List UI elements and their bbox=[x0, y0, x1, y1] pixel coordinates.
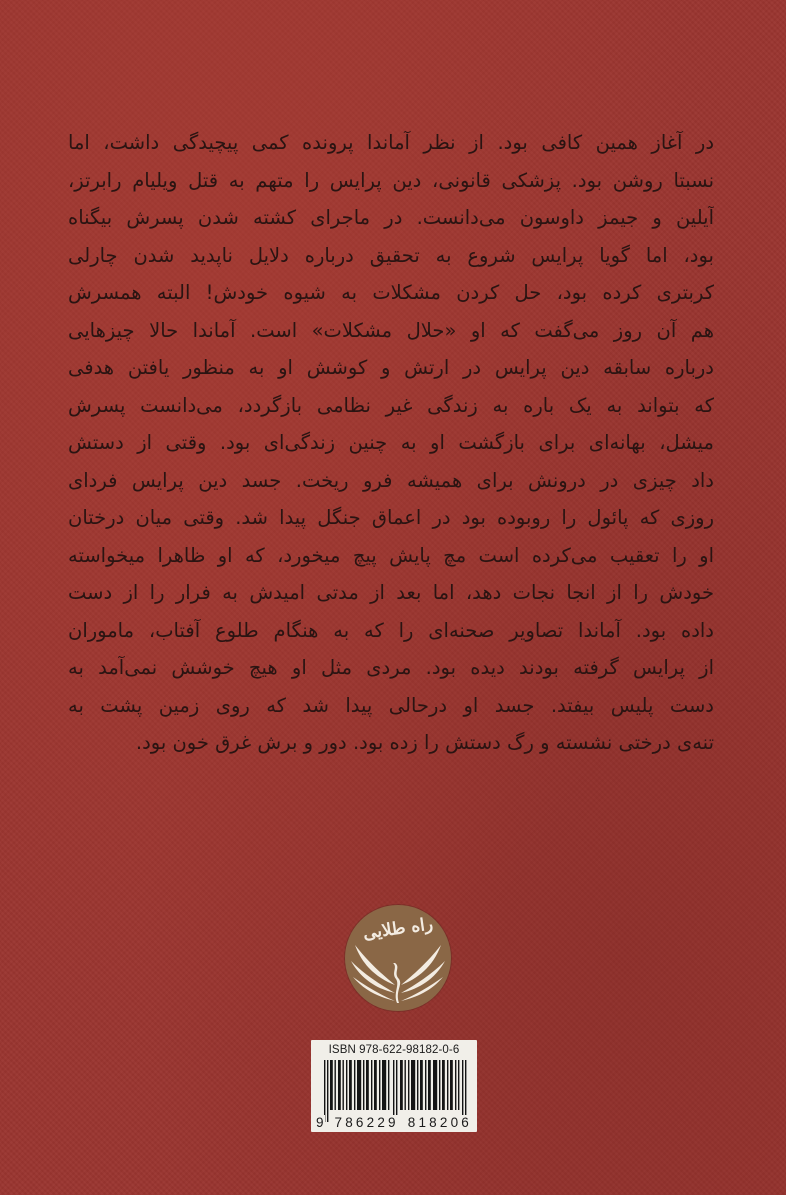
blurb-line: که بتواند به یک باره به زندگی غیر نظامی بازگردد، می‌دانست پسرش bbox=[68, 393, 714, 417]
blurb-line: نسبتا روشن بود. پزشکی قانونی، دین پرایس را متهم به قتل ویلیام رابرتز، bbox=[68, 168, 714, 192]
isbn-digit-prefix: 9 bbox=[316, 1115, 324, 1130]
isbn-digit-group-1: 786229 bbox=[334, 1115, 399, 1130]
blurb-line: در آغاز همین کافی بود. از نظر آماندا پرونده کمی پیچیدگی داشت، اما bbox=[68, 131, 714, 154]
blurb-line: خودش را از انجا نجات دهد، اما بعد از مدتی امیدش به فرار را از دست bbox=[68, 581, 714, 604]
blurb-line: بود، اما گویا پرایس شروع به تحقیق درباره دلایل ناپدید شدن چارلی bbox=[68, 243, 714, 267]
blurb-line: داد چیزی در درونش برای همیشه فرو ریخت. جسد دین پرایس فردای bbox=[68, 468, 714, 492]
barcode-bars-icon bbox=[324, 1060, 467, 1122]
blurb-line: دست پلیس بیفتد. جسد او درحالی پیدا شد که روی زمین پشت به bbox=[68, 693, 714, 717]
blurb-line: آیلین و جیمز داوسون می‌دانست. در ماجرای کشته شدن پسرش بیگناه bbox=[68, 206, 714, 229]
blurb-line: میشل، بهانه‌ای برای بازگشت او به چنین زندگی‌ای بود. وقتی از دستش bbox=[68, 431, 714, 454]
isbn-digit-group-2: 818206 bbox=[407, 1115, 472, 1130]
blurb-text bbox=[68, 124, 714, 762]
blurb-line: تنه‌ی درختی نشسته و رگ دستش را زده بود. دور و برش غرق خون بود. bbox=[135, 731, 714, 754]
publisher-name: راه طلایی bbox=[361, 914, 435, 944]
isbn-digits bbox=[315, 1115, 473, 1130]
isbn-barcode bbox=[311, 1040, 477, 1132]
blurb-line: روزی که پائول را روبوده بود در اعماق جنگل پیدا شد. وقتی میان درختان bbox=[68, 506, 714, 529]
blurb-line: هم آن روز می‌گفت که او «حلال مشکلات» است. آماندا حالا چیزهایی bbox=[68, 318, 714, 342]
blurb-line: کربتری کرده بود، حل کردن مشکلات به شیوه خودش! البته همسرش bbox=[68, 281, 714, 304]
blurb-line: او را تعقیب می‌کرده است مچ پایش پیچ میخورد، که او ظاهرا میخواسته bbox=[68, 543, 714, 567]
isbn-label: ISBN 978-622-98182-0-6 bbox=[328, 1044, 460, 1056]
blurb-line: درباره سابقه دین پرایس در ارتش و کوشش او به منظور یافتن هدفی bbox=[68, 356, 714, 379]
blurb-line: از پرایس گرفته بودند دیده بود. مردی مثل او هیچ خوشش نمی‌آمد به bbox=[68, 656, 714, 679]
blurb-line: داده بود. آماندا تصاویر صحنه‌ای را که به هنگام طلوع آفتاب، ماموران bbox=[68, 618, 714, 642]
publisher-logo bbox=[345, 905, 451, 1011]
